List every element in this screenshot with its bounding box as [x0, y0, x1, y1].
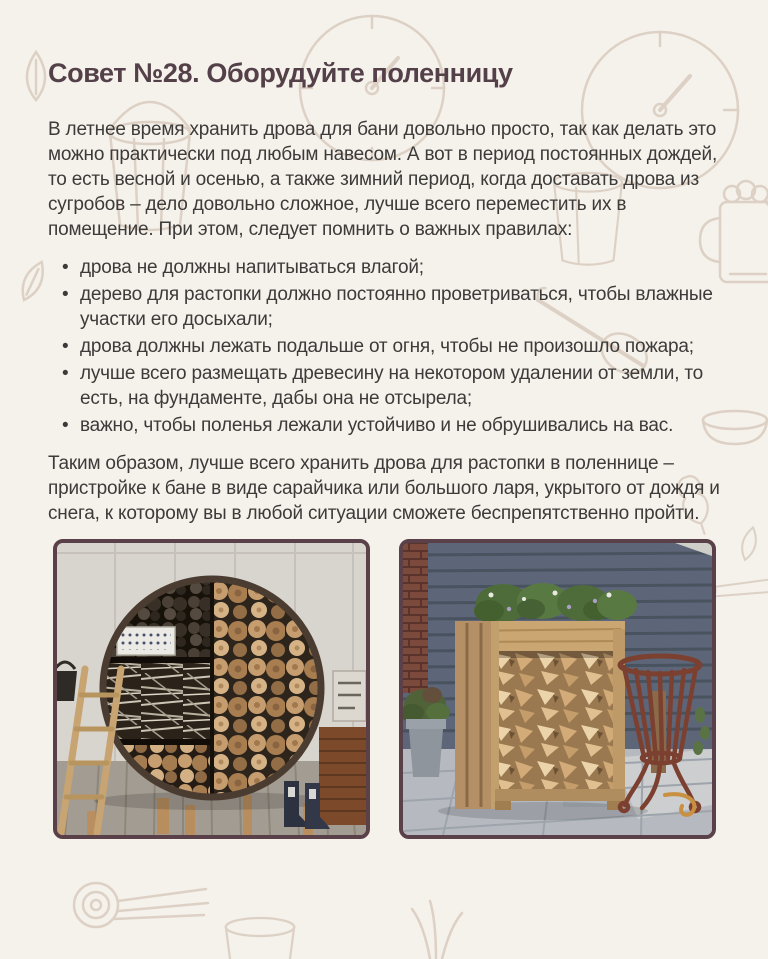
- sign: [333, 671, 366, 721]
- photo-row: [48, 539, 720, 839]
- list-item: • лучше всего размещать древесину на некотором удалении от земли, то есть, на фундаменте, дабы она не отсырела;: [48, 361, 720, 411]
- bucket-icon: [226, 918, 294, 959]
- wood-crate: [319, 727, 366, 825]
- conclusion-paragraph: Таким образом, лучше всего хранить дрова для растопки в поленнице – пристройке к бане в виде сарайчика или большого ларя, укрытого от дождя и снега, к которому вы в любой ситуации сможете беспрепятственно пройти.: [48, 453, 720, 524]
- photo-round-log-store: [53, 539, 370, 839]
- list-item: • дрова должны лежать подальше от огня, чтобы не произошло пожара;: [48, 334, 720, 359]
- pallet-crate: [455, 621, 625, 810]
- page-title: Совет №28. Оборудуйте поленницу: [48, 58, 513, 88]
- photo-pallet-woodpile: [399, 539, 716, 839]
- grass-icon: [412, 901, 462, 959]
- stacked-firewood: [495, 651, 621, 791]
- intro-paragraph: В летнее время хранить дрова для бани довольно просто, так как делать это можно практически под любым навесом. А вот в период постоянных дождей, то есть весной и осенью, а также зимний период, когда доставать дрова из сугробов – дело довольно сложное, лучше всего переместить их в помещение. При этом, следует помнить о важных правилах:: [48, 119, 718, 240]
- list-item: • дерево для растопки должно постоянно проветриваться, чтобы влажные участки его досыхали;: [48, 282, 720, 332]
- list-item: • дрова не должны напитываться влагой;: [48, 255, 720, 280]
- towel-roll-icon: [74, 883, 208, 927]
- insect-box: [117, 627, 175, 655]
- list-item: • важно, чтобы поленья лежали устойчиво и не обрушивались на вас.: [48, 413, 720, 438]
- brick-pillar: [403, 543, 428, 693]
- rules-list: [48, 255, 720, 438]
